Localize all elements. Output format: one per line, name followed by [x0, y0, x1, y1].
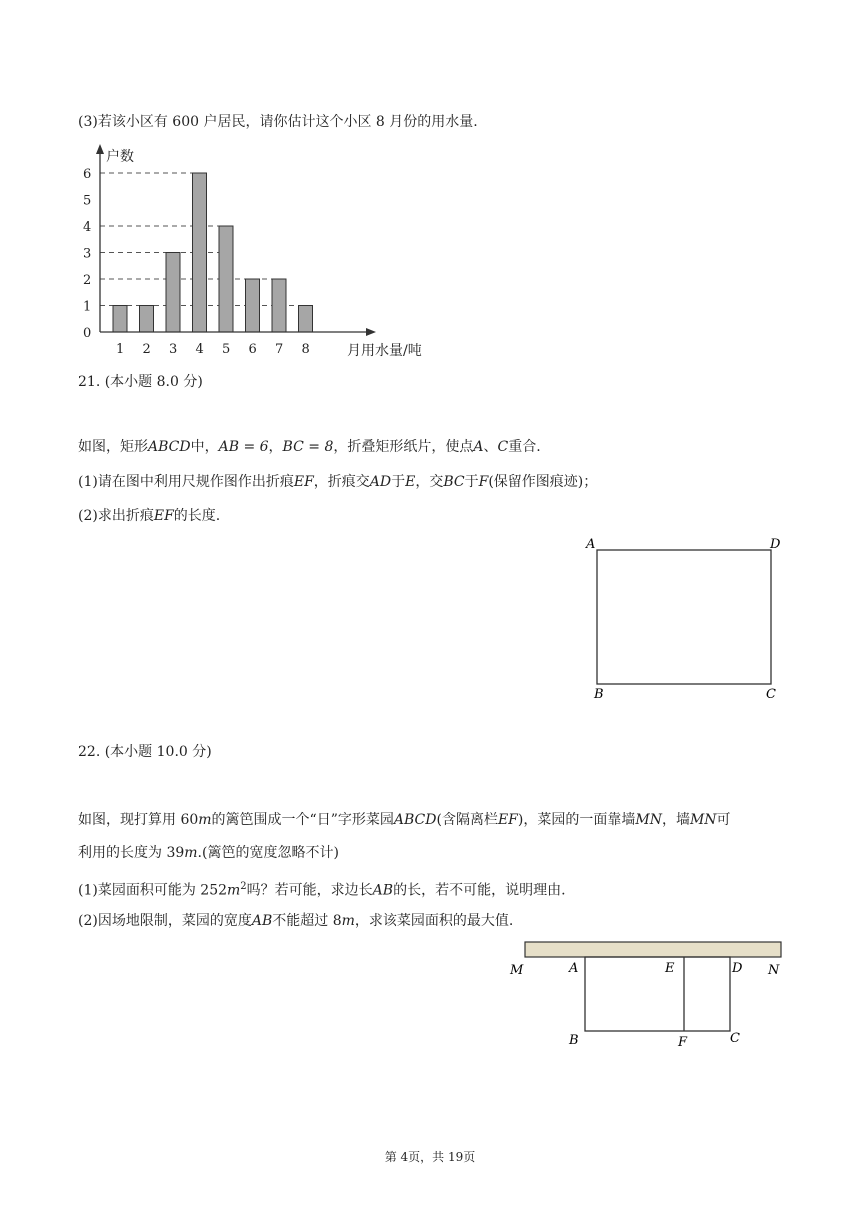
y-axis-arrow	[96, 144, 104, 154]
q22-p1-m: m	[227, 882, 241, 899]
q21-ab-value: AB = 6	[218, 439, 269, 455]
q22-p2-text-2: 不能超过 8	[272, 913, 342, 929]
q21-part1	[78, 472, 597, 492]
q21-p1-text-4: ，交	[415, 474, 444, 490]
q22-l1-text-3: (含隔离栏	[436, 812, 498, 828]
q21-intro	[78, 437, 541, 457]
q22-p1-text-2: 吗？若可能，求边长	[246, 882, 373, 899]
q22-l1-ef: EF	[497, 812, 518, 828]
q22-line-1	[78, 810, 731, 830]
q21-header: 21. (本小题 8.0 分)	[78, 374, 203, 390]
q22-part1	[78, 877, 566, 901]
q21-intro-text-5: 、	[483, 439, 498, 455]
q22-p1-sup: 2	[240, 881, 247, 892]
q21-intro-text-6: 重合.	[508, 439, 541, 455]
q22-p2-ab: AB	[251, 913, 273, 929]
label-c: C	[766, 687, 776, 702]
q22-p2-text-3: ，求该菜园面积的最大值.	[354, 913, 514, 929]
bar-1	[113, 306, 127, 333]
label-d: D	[770, 537, 781, 552]
bar-6	[246, 279, 260, 332]
q21-p1-text-1: (1)请在图中利用尺规作图作出折痕	[78, 474, 294, 490]
q21-p1-ef: EF	[293, 474, 314, 490]
q21-p1-e: E	[405, 474, 416, 490]
garden-abcd	[585, 957, 730, 1031]
q21-p1-text-2: ，折痕交	[313, 474, 370, 490]
q22-l2-text-1: 利用的长度为 39	[78, 845, 185, 861]
q21-rect-abcd: ABCD	[148, 439, 191, 455]
q22-part2	[78, 911, 513, 931]
q22-p1-text-3: 的长，若不可能，说明理由.	[393, 882, 566, 899]
y-tick-label: 1	[83, 299, 92, 315]
label-d: D	[732, 961, 743, 976]
label-n: N	[768, 963, 780, 978]
q21-p1-bc: BC	[443, 474, 465, 490]
q21-p2-text-1: (2)求出折痕	[78, 508, 154, 524]
y-tick-label: 0	[83, 326, 92, 341]
label-e: E	[665, 961, 675, 976]
bar-3	[166, 253, 180, 333]
q22-l2-text-2: .(篱笆的宽度忽略不计)	[197, 845, 339, 861]
q21-p2-ef: EF	[153, 508, 174, 524]
bar-5	[219, 226, 233, 332]
q22-l1-text-2: 的篱笆围成一个“日”字形菜园	[211, 812, 394, 828]
x-axis-arrow	[366, 328, 376, 336]
q22-l1-mn2: MN	[689, 812, 717, 828]
x-axis-label: 月用水量/吨	[347, 343, 422, 359]
q22-l1-text-4: )，菜园的一面靠墙	[517, 812, 636, 828]
x-tick-label: 5	[222, 342, 231, 357]
q22-l2-m: m	[184, 845, 198, 861]
q21-p1-text-3: 于	[391, 474, 406, 490]
label-c: C	[730, 1031, 740, 1046]
label-f: F	[678, 1035, 688, 1050]
q22-p2-text-1: (2)因场地限制，菜园的宽度	[78, 913, 252, 929]
q22-line-2	[78, 843, 339, 863]
q21-part2	[78, 506, 220, 526]
q22-l1-abcd: ABCD	[393, 812, 437, 828]
q22-l1-text-6: 可	[716, 812, 731, 828]
label-b: B	[594, 687, 604, 702]
label-a: A	[586, 537, 596, 552]
bar-7	[272, 279, 286, 332]
y-tick-label: 2	[83, 273, 92, 288]
q22-p1-text-1: (1)菜园面积可能为 252	[78, 882, 228, 899]
x-tick-label: 8	[301, 342, 310, 357]
bar-2	[140, 306, 154, 333]
q22-l1-text-5: ，墙	[661, 812, 690, 828]
q21-intro-text-4: ，折叠矩形纸片，使点	[333, 439, 474, 455]
label-m: M	[510, 963, 524, 978]
label-a: A	[569, 961, 579, 976]
bar-8	[299, 306, 313, 333]
q21-p1-text-5: 于	[464, 474, 479, 490]
q22-l1-text-1: 如图，现打算用 60	[78, 812, 199, 828]
q22-p2-m: m	[341, 913, 355, 929]
x-tick-label: 4	[195, 342, 204, 357]
q20-part3: (3)若该小区有 600 户居民，请你估计这个小区 8 月份的用水量.	[78, 114, 478, 130]
q21-rectangle-figure	[580, 532, 790, 704]
x-tick-label: 7	[275, 342, 284, 357]
q22-l1-mn: MN	[635, 812, 662, 828]
q21-p1-f: F	[478, 474, 489, 490]
rectangle-abcd	[597, 550, 771, 684]
q22-garden-figure	[508, 936, 788, 1052]
q21-p1-ad: AD	[369, 474, 392, 490]
q21-p2-text-2: 的长度.	[173, 508, 221, 524]
y-tick-label: 3	[83, 246, 92, 262]
q22-l1-m: m	[198, 812, 212, 828]
page-footer: 第 4页，共 19页	[384, 1150, 476, 1164]
q21-p1-text-6: (保留作图痕迹)；	[488, 474, 598, 490]
x-tick-label: 1	[116, 342, 125, 357]
y-tick-label: 4	[83, 220, 92, 235]
y-tick-label: 6	[83, 167, 92, 182]
q21-intro-text-1: 如图，矩形	[78, 439, 148, 455]
q21-intro-text-2: 中，	[190, 439, 219, 455]
q22-header: 22. (本小题 10.0 分)	[78, 744, 212, 760]
wall-mn	[525, 942, 781, 957]
q21-point-a: A	[473, 439, 484, 455]
q22-p1-ab: AB	[372, 882, 394, 899]
x-tick-label: 6	[248, 342, 257, 357]
q21-intro-text-3: ，	[268, 439, 283, 455]
y-axis-label: 户数	[106, 149, 134, 165]
water-usage-bar-chart	[70, 140, 450, 362]
q21-bc-value: BC = 8	[282, 439, 334, 455]
x-tick-label: 2	[142, 342, 151, 357]
bar-4	[193, 173, 207, 332]
y-tick-label: 5	[83, 193, 92, 209]
label-b: B	[569, 1033, 579, 1048]
chart-plot-area	[83, 167, 313, 357]
x-tick-label: 3	[169, 342, 178, 357]
q21-point-c: C	[497, 439, 509, 455]
